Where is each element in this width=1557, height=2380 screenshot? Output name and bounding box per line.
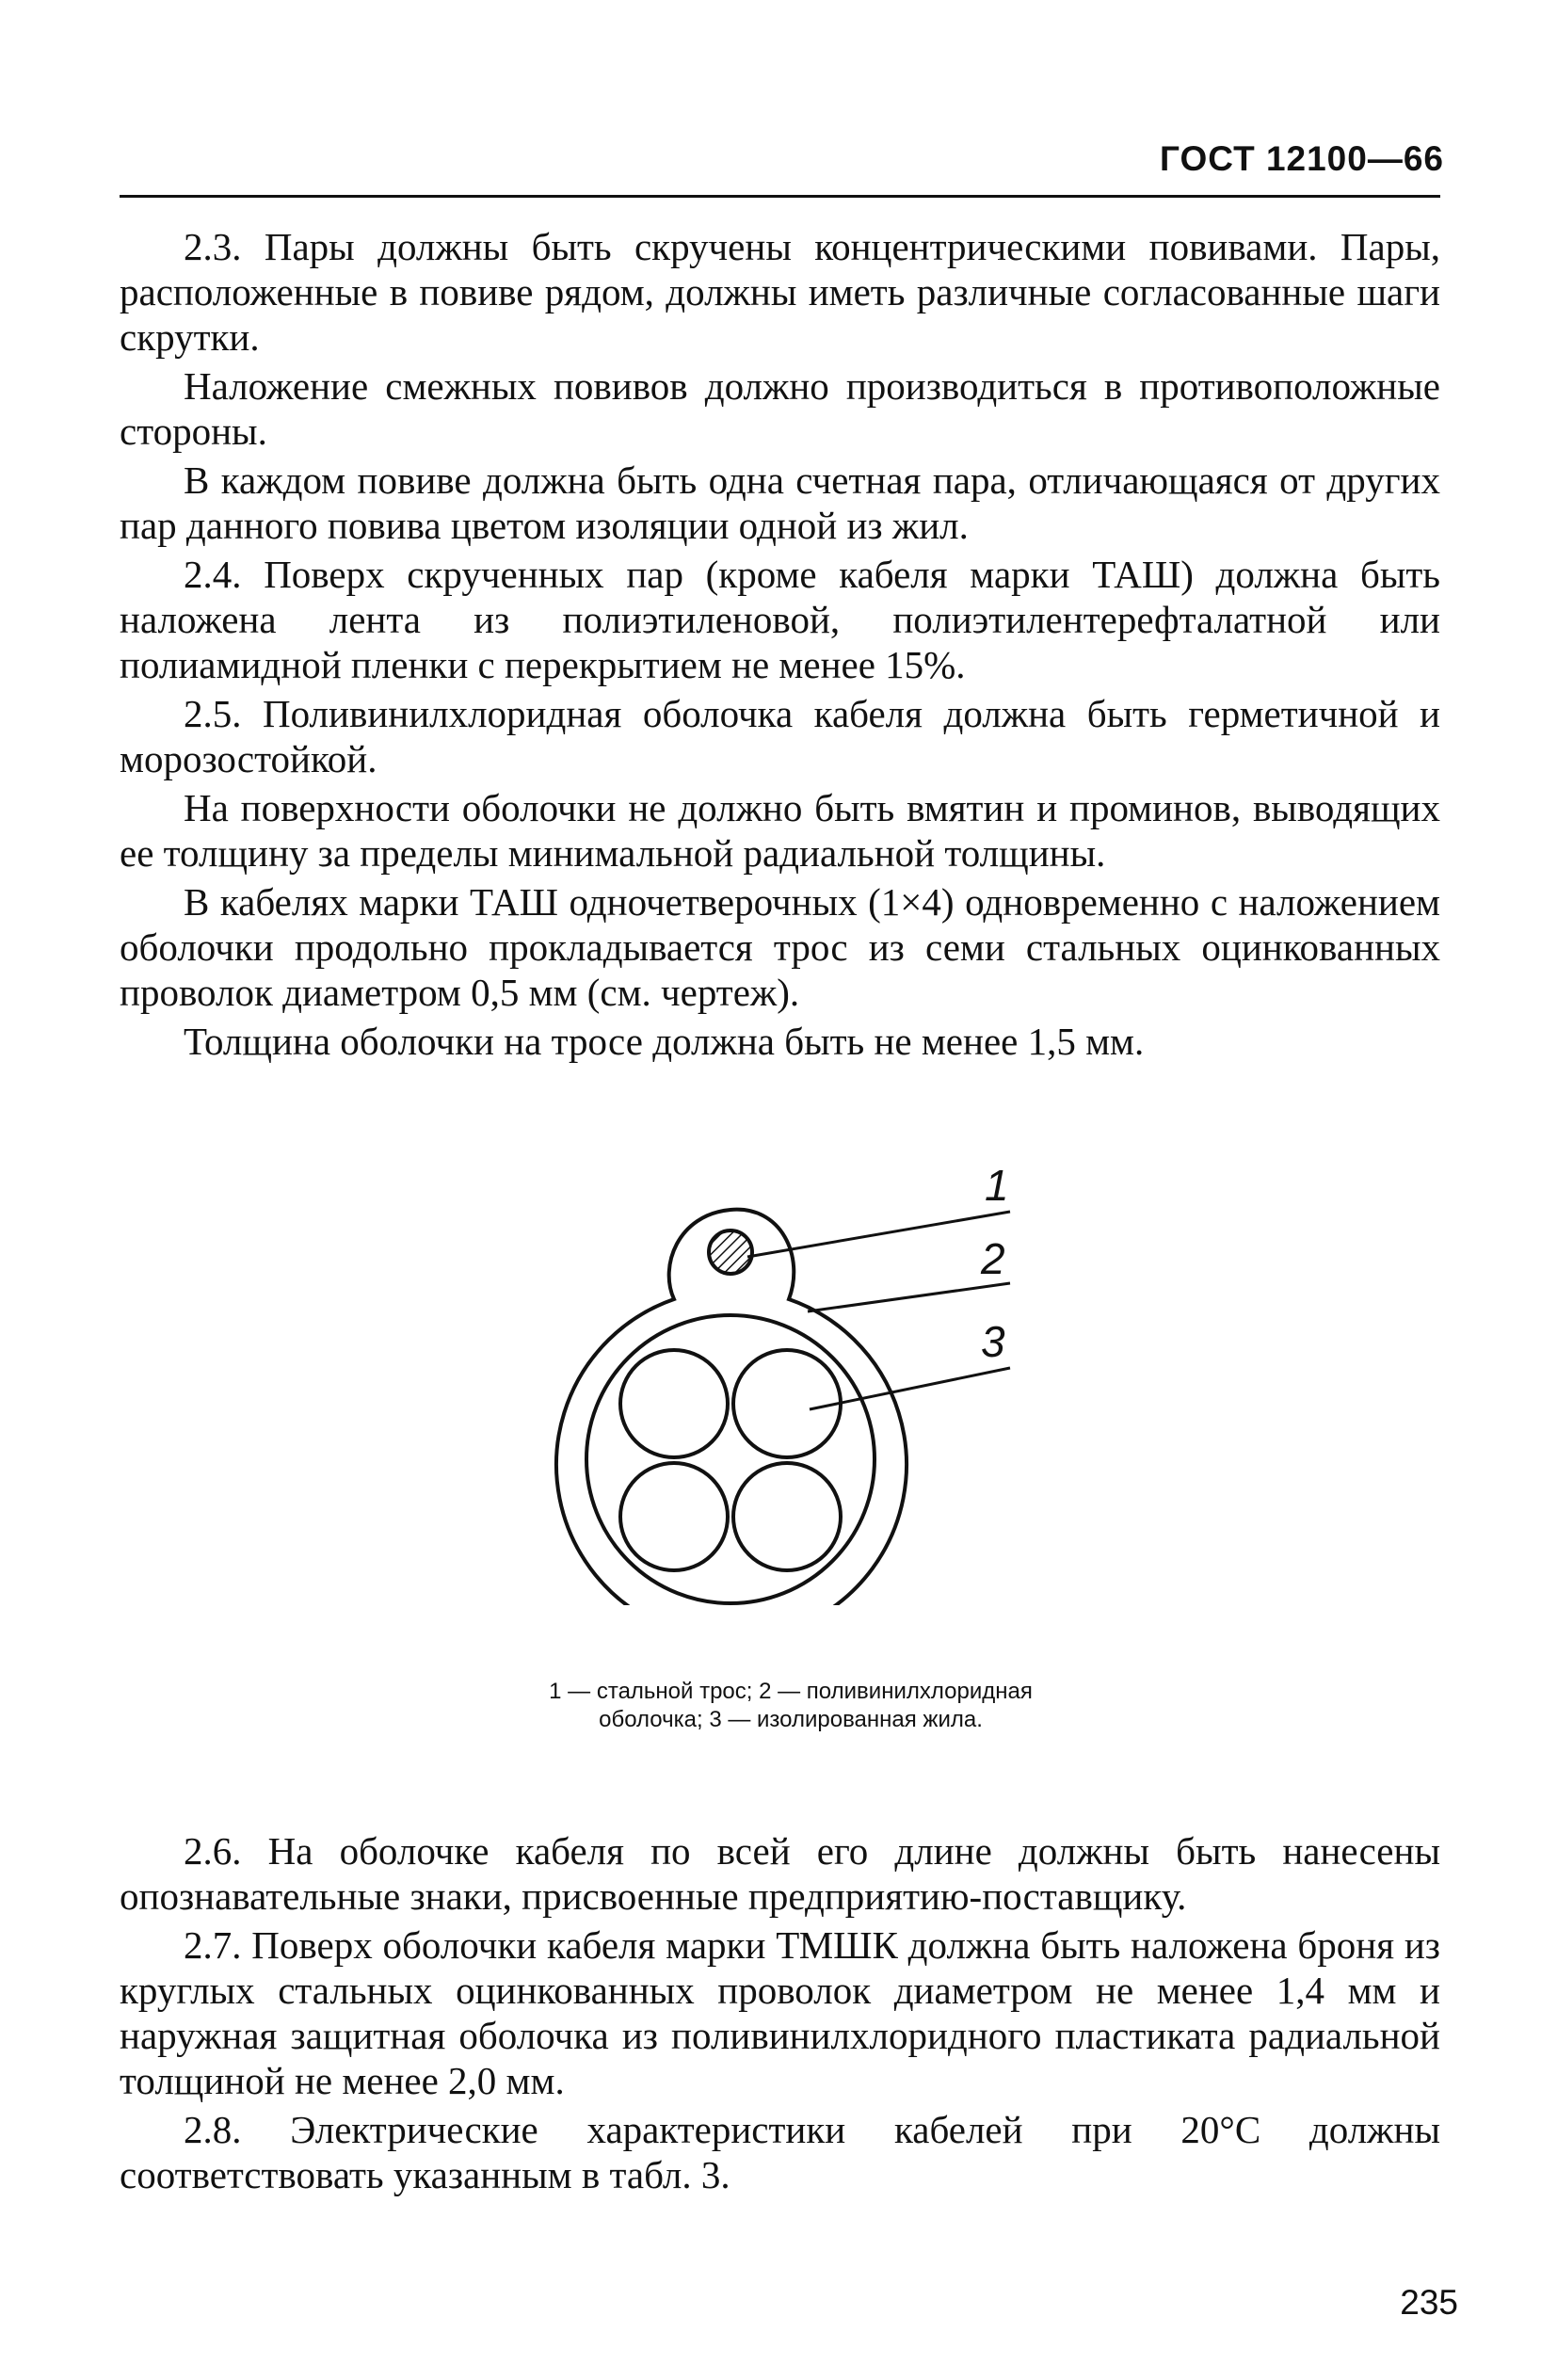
paragraph-2-7: 2.7. Поверх оболочки кабеля марки ТМШК должна быть наложена броня из круглых стальных оцинкованных проволок диаметром не менее 1,4 мм и наружная защитная оболочка из поливинилхлоридного пластиката радиальной толщиной не менее 2,0 мм. — [120, 1923, 1440, 2102]
paragraph-2-3: 2.3. Пары должны быть скручены концентрическими повивами. Пары, расположенные в повиве рядом, должны иметь различные согласованные шаги скрутки. — [120, 225, 1440, 359]
paragraph-2-6: 2.6. На оболочке кабеля по всей его длине должны быть нанесены опознавательные знаки, присвоенные предприятию-поставщику. — [120, 1829, 1440, 1918]
inner-core-boundary — [586, 1315, 875, 1603]
page-number: 235 — [1400, 2283, 1458, 2322]
insulated-core-2 — [733, 1350, 841, 1457]
paragraph-tash-cable: В кабелях марки ТАШ одночетверочных (1×4) одновременно с наложением оболочки продольно прокладывается трос из семи стальных оцинкованных проволок диаметром 0,5 мм (см. чертеж). — [120, 880, 1440, 1014]
insulated-core-1 — [620, 1350, 728, 1457]
caption-item-2: 2 — поливинилхлоридная оболочка; — [599, 1679, 1033, 1732]
paragraph-2-4: 2.4. Поверх скрученных пар (кроме кабеля марки ТАШ) должна быть наложена лента из полиэтиленовой, полиэтилентерефталатной или полиамидной пленки с перекрытием не менее 15%. — [120, 553, 1440, 686]
paragraph-2-8: 2.8. Электрические характеристики кабелей при 20°С должны соответствовать указанным в табл. 3. — [120, 2108, 1440, 2196]
document-header: ГОСТ 12100—66 — [1160, 139, 1444, 178]
figure-caption — [527, 1678, 1054, 1734]
header-divider — [120, 195, 1440, 198]
caption-item-3: 3 — изолированная жила. — [709, 1707, 983, 1732]
paragraph-layers: Наложение смежных повивов должно производиться в противоположные стороны. — [120, 364, 1440, 453]
cable-cross-section-diagram — [546, 1163, 1035, 1605]
leader-2 — [808, 1283, 1010, 1311]
paragraph-2-5: 2.5. Поливинилхлоридная оболочка кабеля должна быть герметичной и морозостойкой. — [120, 692, 1440, 780]
leader-1 — [747, 1212, 1010, 1257]
paragraph-sheath-surface: На поверхности оболочки не должно быть вмятин и проминов, выводящих ее толщину за пределы минимальной радиальной толщины. — [120, 786, 1440, 875]
label-2: 2 — [981, 1234, 1005, 1283]
insulated-core-4 — [733, 1463, 841, 1570]
label-1: 1 — [985, 1163, 1009, 1210]
insulated-core-3 — [620, 1463, 728, 1570]
paragraph-sheath-thickness: Толщина оболочки на тросе должна быть не менее 1,5 мм. — [184, 1020, 1145, 1063]
caption-item-1: 1 — стальной трос; — [549, 1679, 753, 1704]
steel-wire — [709, 1230, 752, 1274]
body-text-top — [120, 224, 1440, 1064]
paragraph-count-pair: В каждом повиве должна быть одна счетная пара, отличающаяся от других пар данного повива цветом изоляции одной из жил. — [120, 458, 1440, 547]
body-text-bottom — [120, 1828, 1440, 2197]
label-3: 3 — [981, 1317, 1005, 1366]
